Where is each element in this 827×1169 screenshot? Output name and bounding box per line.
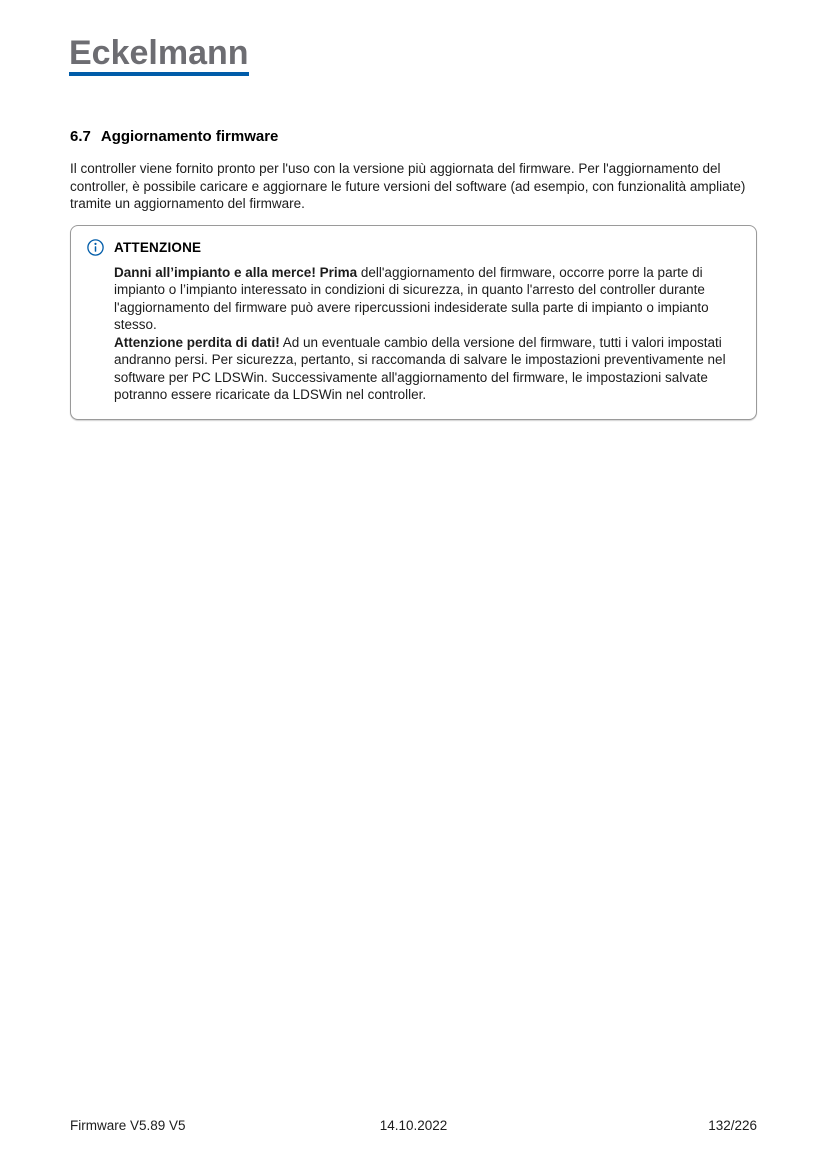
section-number: 6.7 <box>70 128 91 145</box>
attention-box <box>70 225 757 420</box>
footer-page-number: 132/226 <box>708 1118 757 1133</box>
attention-paragraph-damage <box>114 264 740 334</box>
footer-firmware-version: Firmware V5.89 V5 <box>70 1118 186 1133</box>
section-heading <box>70 128 757 146</box>
info-icon <box>87 239 104 256</box>
attention-paragraph-dataloss <box>114 334 740 404</box>
page-content <box>70 128 757 420</box>
attention-paragraph-dataloss-lead: Attenzione perdita di dati! <box>114 334 280 350</box>
attention-paragraph-damage-lead: Danni all’impianto e alla merce! Prima <box>114 264 358 280</box>
logo-wordmark: Eckelmann <box>69 34 249 72</box>
company-logo <box>69 36 249 76</box>
attention-paragraph-damage-text: dell'aggiornamento del firmware, occorre porre la parte di impianto o l’impianto interessato in condizioni di sicurezza, in quanto l'arresto del controller durante l'aggiornamento del firmware può avere ripercussioni indesiderate sulla parte di impianto o impianto stesso. <box>114 264 709 332</box>
section-title: Aggiornamento firmware <box>100 128 279 145</box>
attention-header <box>87 239 740 256</box>
attention-title: ATTENZIONE <box>114 239 202 255</box>
attention-body <box>87 264 740 404</box>
attention-paragraph-dataloss-text: Ad un eventuale cambio della versione del firmware, tutti i valori impostati andranno persi. Per sicurezza, pertanto, si raccomanda di salvare le impostazioni preventivamente nel software per PC LDSWin. Successivamente all'aggiornamento del firmware, le impostazioni salvate potranno essere ricaricate da LDSWin nel controller. <box>114 334 726 402</box>
intro-paragraph: Il controller viene fornito pronto per l'uso con la versione più aggiornata del firmware. Per l'aggiornamento del controller, è possibile caricare e aggiornare le future versioni del software (ad esempio, con funzionalità ampliate) tramite un aggiornamento del firmware. <box>70 161 746 211</box>
logo-underline <box>69 72 249 76</box>
footer-date: 14.10.2022 <box>379 1118 448 1133</box>
